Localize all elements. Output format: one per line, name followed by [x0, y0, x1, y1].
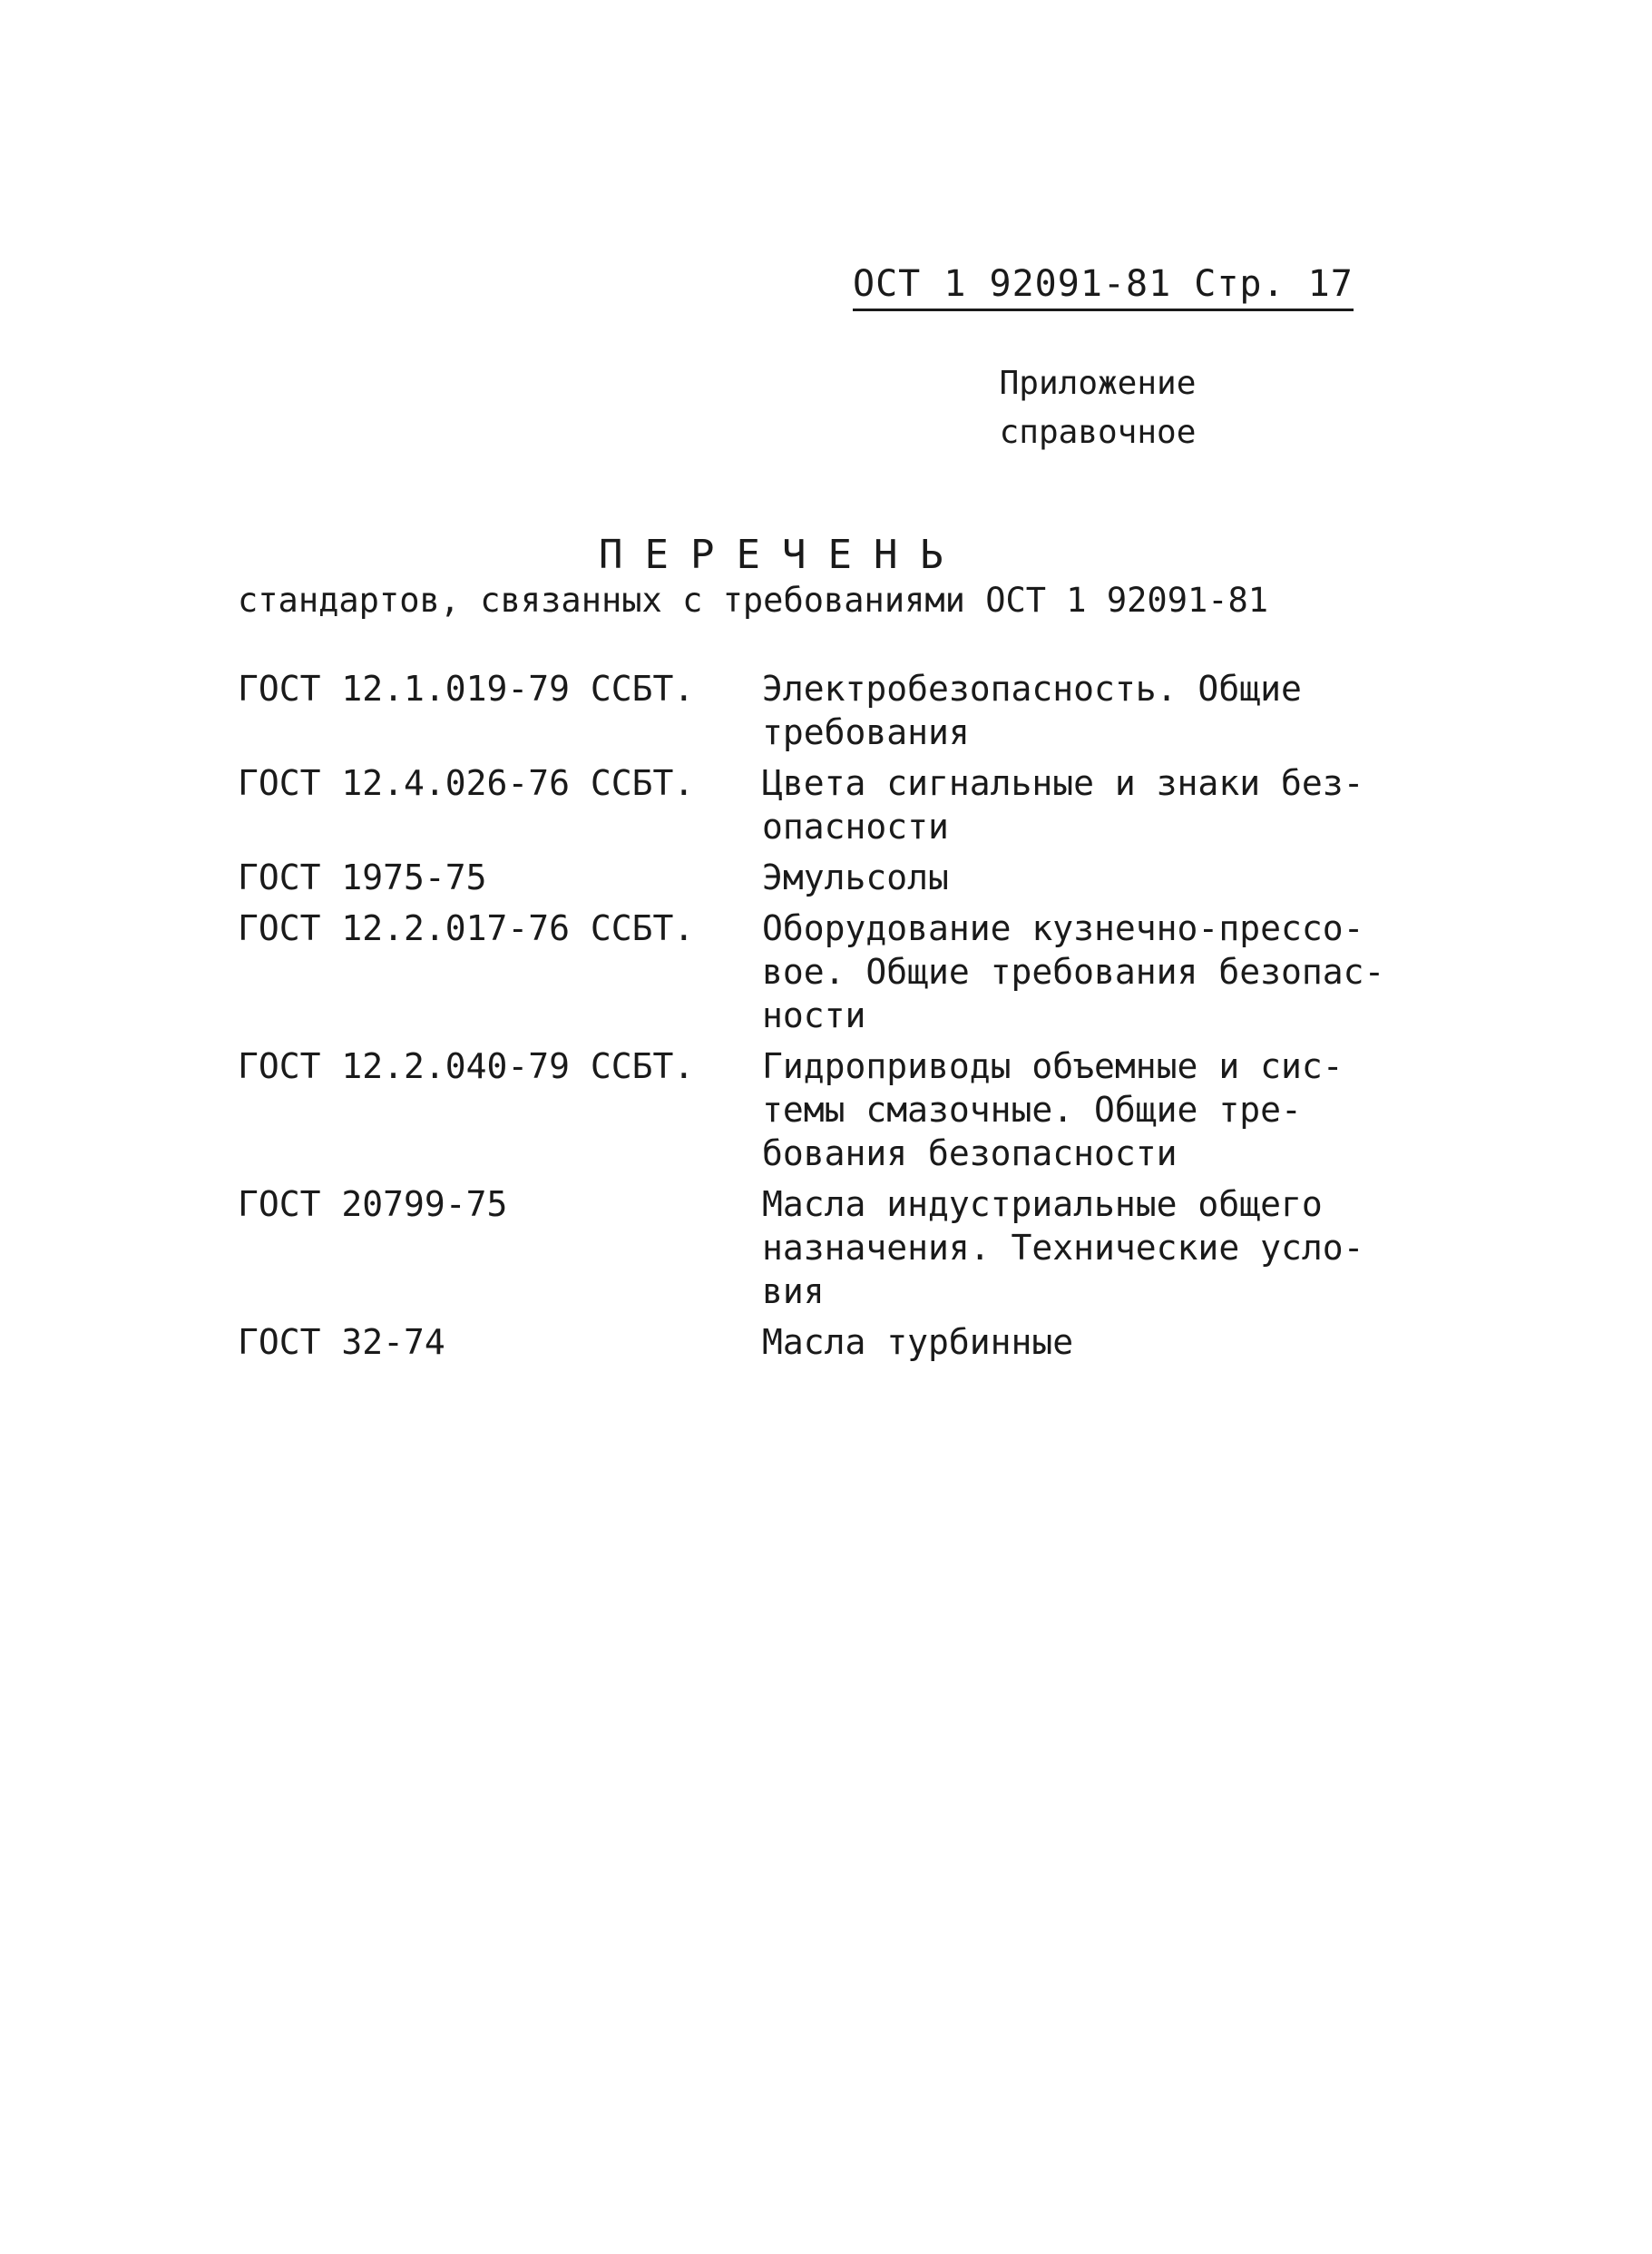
list-title: ПЕРЕЧЕНЬ: [599, 532, 965, 578]
standard-title: Масла турбинные: [762, 1322, 1074, 1362]
standard-title: Гидроприводы объемные и сис- темы смазочные. Общие тре- бования безопасности: [762, 1046, 1344, 1173]
appendix-label: [962, 359, 1234, 457]
standard-code: ГОСТ 32-74: [238, 1322, 445, 1362]
standard-title: Масла индустриальные общего назначения. Технические усло- вия: [762, 1184, 1364, 1311]
standard-code: ГОСТ 12.2.017-76 ССБТ.: [238, 908, 695, 948]
standards-list: [238, 667, 1453, 1364]
standard-row: [238, 1320, 1453, 1364]
standard-title: Электробезопасность. Общие требования: [762, 669, 1302, 752]
standard-title: Оборудование кузнечно-прессо- вое. Общие требования безопас- ности: [762, 908, 1385, 1035]
standard-title: Эмульсолы: [762, 858, 949, 897]
standard-code: ГОСТ 1975-75: [238, 858, 487, 897]
standard-code: ГОСТ 12.1.019-79 ССБТ.: [238, 669, 695, 709]
standard-code: ГОСТ 12.2.040-79 ССБТ.: [238, 1046, 695, 1086]
appendix-line-2: справочное: [999, 414, 1197, 451]
standard-row: [238, 856, 1453, 899]
standard-code: ГОСТ 20799-75: [238, 1184, 508, 1224]
standard-code: ГОСТ 12.4.026-76 ССБТ.: [238, 763, 695, 803]
standard-row: [238, 667, 1453, 754]
standard-row: [238, 1182, 1453, 1313]
standard-row: [238, 906, 1453, 1037]
standard-row: [238, 761, 1453, 848]
appendix-line-1: Приложение: [999, 365, 1197, 402]
standard-row: [238, 1044, 1453, 1175]
document-code: ОСТ 1 92091-81 Стр. 17: [853, 263, 1354, 311]
list-subtitle: стандартов, связанных с требованиями ОСТ 1 92091-81: [238, 581, 1269, 620]
standard-title: Цвета сигнальные и знаки без- опасности: [762, 763, 1364, 847]
